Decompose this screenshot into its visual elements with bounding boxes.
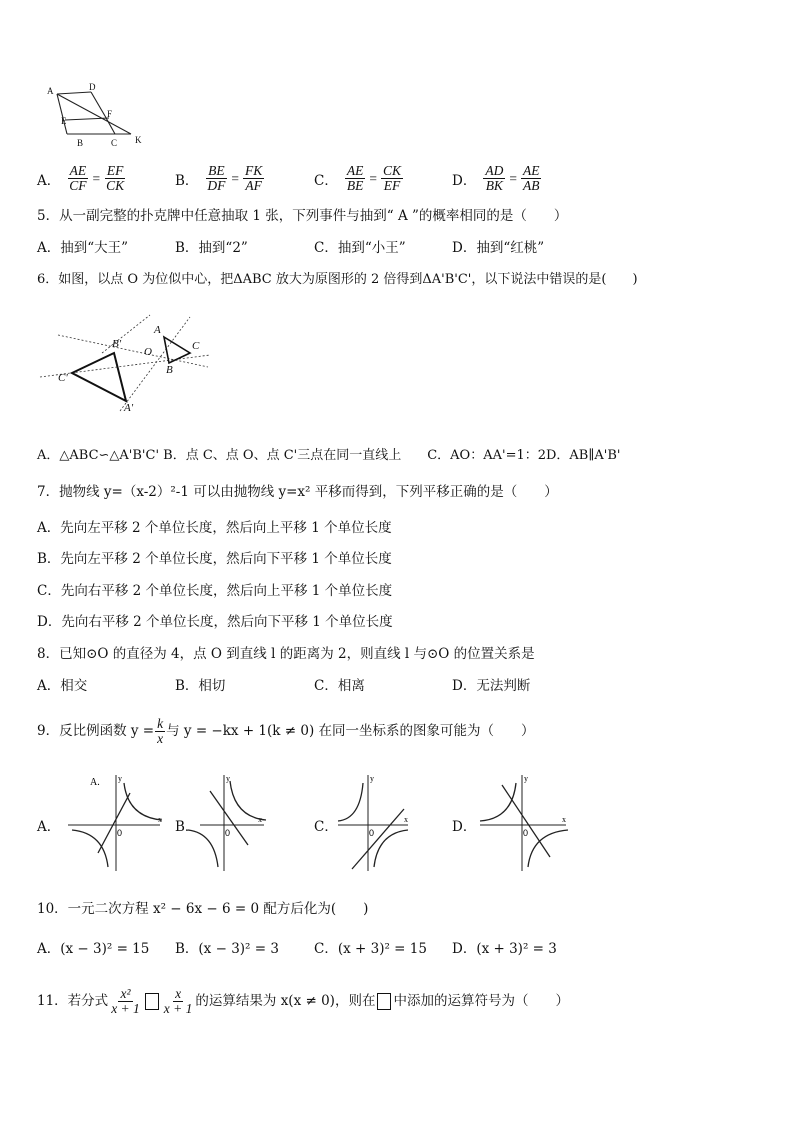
- denominator: x: [157, 730, 164, 746]
- q9-option-d-label: D．: [452, 819, 477, 835]
- q7-option-a: A．先向左平移 2 个单位长度，然后向上平移 1 个单位长度: [37, 520, 392, 536]
- denominator: EF: [383, 178, 401, 193]
- fig6-label-c: C: [192, 340, 200, 352]
- q9-graph-c: [338, 773, 438, 873]
- fraction: [155, 717, 165, 746]
- numerator: EF: [106, 163, 124, 178]
- q7-stem: 7．抛物线 y=（x-2）²-1 可以由抛物线 y=x² 平移而得到，下列平移正确的是（ ）: [37, 484, 558, 500]
- q9-stem-post: 与 y = −kx + 1(k ≠ 0) 在同一坐标系的图象可能为（ ）: [166, 723, 535, 739]
- denominator: BE: [346, 178, 364, 193]
- blank-box-icon: [377, 993, 391, 1010]
- q7-option-b: B．先向左平移 2 个单位长度，然后向下平移 1 个单位长度: [37, 551, 392, 567]
- q9-stem-pre: 9．反比例函数 y =: [37, 723, 155, 739]
- denominator: CK: [106, 178, 125, 193]
- numerator: AE: [346, 163, 364, 178]
- numerator: x²: [120, 985, 131, 1001]
- numerator: CK: [382, 163, 401, 178]
- q9-stem: [37, 714, 535, 748]
- numerator: AE: [522, 163, 540, 178]
- fraction: [381, 164, 403, 193]
- fraction: [109, 987, 142, 1016]
- q4-option-c: [314, 164, 404, 193]
- q10-option-c: C．(x + 3)² = 15: [314, 941, 427, 957]
- q11-stem-pre: 11．若分式: [37, 993, 109, 1009]
- numerator: k: [157, 715, 164, 731]
- axis-x-label: x: [404, 815, 408, 824]
- origin-label: 0: [523, 828, 529, 838]
- fig6-label-a: A: [154, 324, 161, 336]
- q10-option-d: D．(x + 3)² = 3: [452, 941, 557, 957]
- axis-y-label: y: [370, 774, 374, 783]
- origin-label: 0: [369, 828, 375, 838]
- fig4-label-a: A: [47, 86, 54, 96]
- fig4-label-b: B: [77, 138, 84, 148]
- q4-option-a: [37, 164, 127, 193]
- fig4-label-d: D: [89, 82, 96, 92]
- axis-x-label: x: [258, 815, 262, 824]
- origin-label: 0: [225, 828, 231, 838]
- fig4-label-e: E: [61, 116, 67, 126]
- q11-stem-mid: 的运算结果为 x(x ≠ 0)，则在: [195, 993, 376, 1009]
- q9-graph-a: [68, 773, 168, 873]
- q4-option-letter: A．: [37, 172, 61, 189]
- fraction: [483, 164, 505, 193]
- q8-option-c: C．相离: [314, 678, 365, 694]
- denominator: x + 1: [163, 1000, 193, 1016]
- q10-stem: 10．一元二次方程 x² − 6x − 6 = 0 配方后化为( ): [37, 901, 369, 917]
- q6-figure: [40, 315, 220, 425]
- q4-figure: [45, 84, 155, 154]
- equals-sign: =: [509, 170, 517, 186]
- axis-y-label: y: [226, 774, 230, 783]
- q8-option-a: A．相交: [37, 678, 88, 694]
- q4-option-b: [175, 164, 265, 193]
- q5-option-c: C．抽到“小王”: [314, 240, 406, 256]
- q5-option-b: B．抽到“2”: [175, 240, 248, 256]
- fraction: [162, 987, 195, 1016]
- fig6-label-b: B: [166, 364, 173, 376]
- fig4-label-k: K: [135, 135, 142, 145]
- q10-option-a: A．(x − 3)² = 15: [37, 941, 150, 957]
- q8-stem: 8．已知⊙O 的直径为 4，点 O 到直线 l 的距离为 2，则直线 l 与⊙O 的位置关系是: [37, 646, 535, 662]
- fig6-label-b-prime: B': [112, 338, 122, 350]
- numerator: FK: [245, 163, 263, 178]
- q8-option-b: B．相切: [175, 678, 226, 694]
- equals-sign: =: [231, 170, 240, 186]
- fig4-label-c: C: [111, 138, 118, 148]
- numerator: BE: [208, 163, 225, 178]
- q4-option-letter: C．: [314, 172, 338, 189]
- denominator: x + 1: [111, 1000, 140, 1016]
- q5-option-a: A．抽到“大王”: [37, 240, 129, 256]
- q9-option-b-label: B．: [175, 819, 199, 835]
- numerator: x: [175, 985, 182, 1001]
- q6-stem: 6．如图，以点 O 为位似中心，把ΔABC 放大为原图形的 2 倍得到ΔA'B'C'，以下说法中错误的是( ): [37, 272, 638, 287]
- fig6-label-c-prime: C': [58, 372, 68, 384]
- q11-stem: [37, 982, 569, 1020]
- equals-sign: =: [92, 170, 101, 186]
- fraction: [205, 164, 227, 193]
- axis-y-label: y: [524, 774, 528, 783]
- q9-option-a-label: A．: [37, 819, 61, 835]
- q6-options: A．△ABC∽△A'B'C' B．点 C、点 O、点 C'三点在同一直线上 C．AO：AA'=1：2D．AB∥A'B': [37, 448, 621, 463]
- graph-tag-a: A.: [90, 777, 100, 788]
- q10-option-b: B．(x − 3)² = 3: [175, 941, 279, 957]
- fraction: [104, 164, 126, 193]
- fraction: [345, 164, 366, 193]
- q4-option-letter: D．: [452, 172, 477, 189]
- equals-sign: =: [369, 170, 377, 186]
- q9-graph-b: [200, 773, 300, 873]
- fraction: [67, 164, 88, 193]
- blank-box-icon: [145, 993, 159, 1010]
- denominator: BK: [485, 178, 503, 193]
- q7-option-c: C．先向右平移 2 个单位长度，然后向上平移 1 个单位长度: [37, 583, 393, 599]
- q11-stem-post: 中添加的运算符号为（ ）: [393, 993, 569, 1009]
- q7-option-d: D．先向右平移 2 个单位长度，然后向下平移 1 个单位长度: [37, 614, 393, 630]
- denominator: DF: [207, 178, 226, 193]
- q4-option-letter: B．: [175, 172, 199, 189]
- q9-option-c-label: C．: [314, 819, 338, 835]
- numerator: AE: [69, 163, 87, 178]
- fig4-label-f: F: [107, 109, 113, 119]
- origin-label: 0: [117, 828, 123, 838]
- axis-x-label: x: [158, 815, 162, 824]
- fig6-label-a-prime: A': [124, 402, 134, 414]
- denominator: CF: [69, 178, 87, 193]
- q9-graph-d: [480, 773, 580, 873]
- q5-stem: 5．从一副完整的扑克牌中任意抽取 1 张，下列事件与抽到“ A ”的概率相同的是（ ）: [37, 208, 568, 224]
- fraction: [243, 164, 264, 193]
- numerator: AD: [485, 163, 504, 178]
- q8-option-d: D．无法判断: [452, 678, 531, 694]
- denominator: AF: [245, 178, 262, 193]
- axis-y-label: y: [118, 774, 122, 783]
- fraction: [521, 164, 542, 193]
- denominator: AB: [522, 178, 540, 193]
- fig6-label-o: O: [144, 346, 152, 358]
- q4-option-d: [452, 164, 542, 193]
- q5-option-d: D．抽到“红桃”: [452, 240, 545, 256]
- axis-x-label: x: [562, 815, 566, 824]
